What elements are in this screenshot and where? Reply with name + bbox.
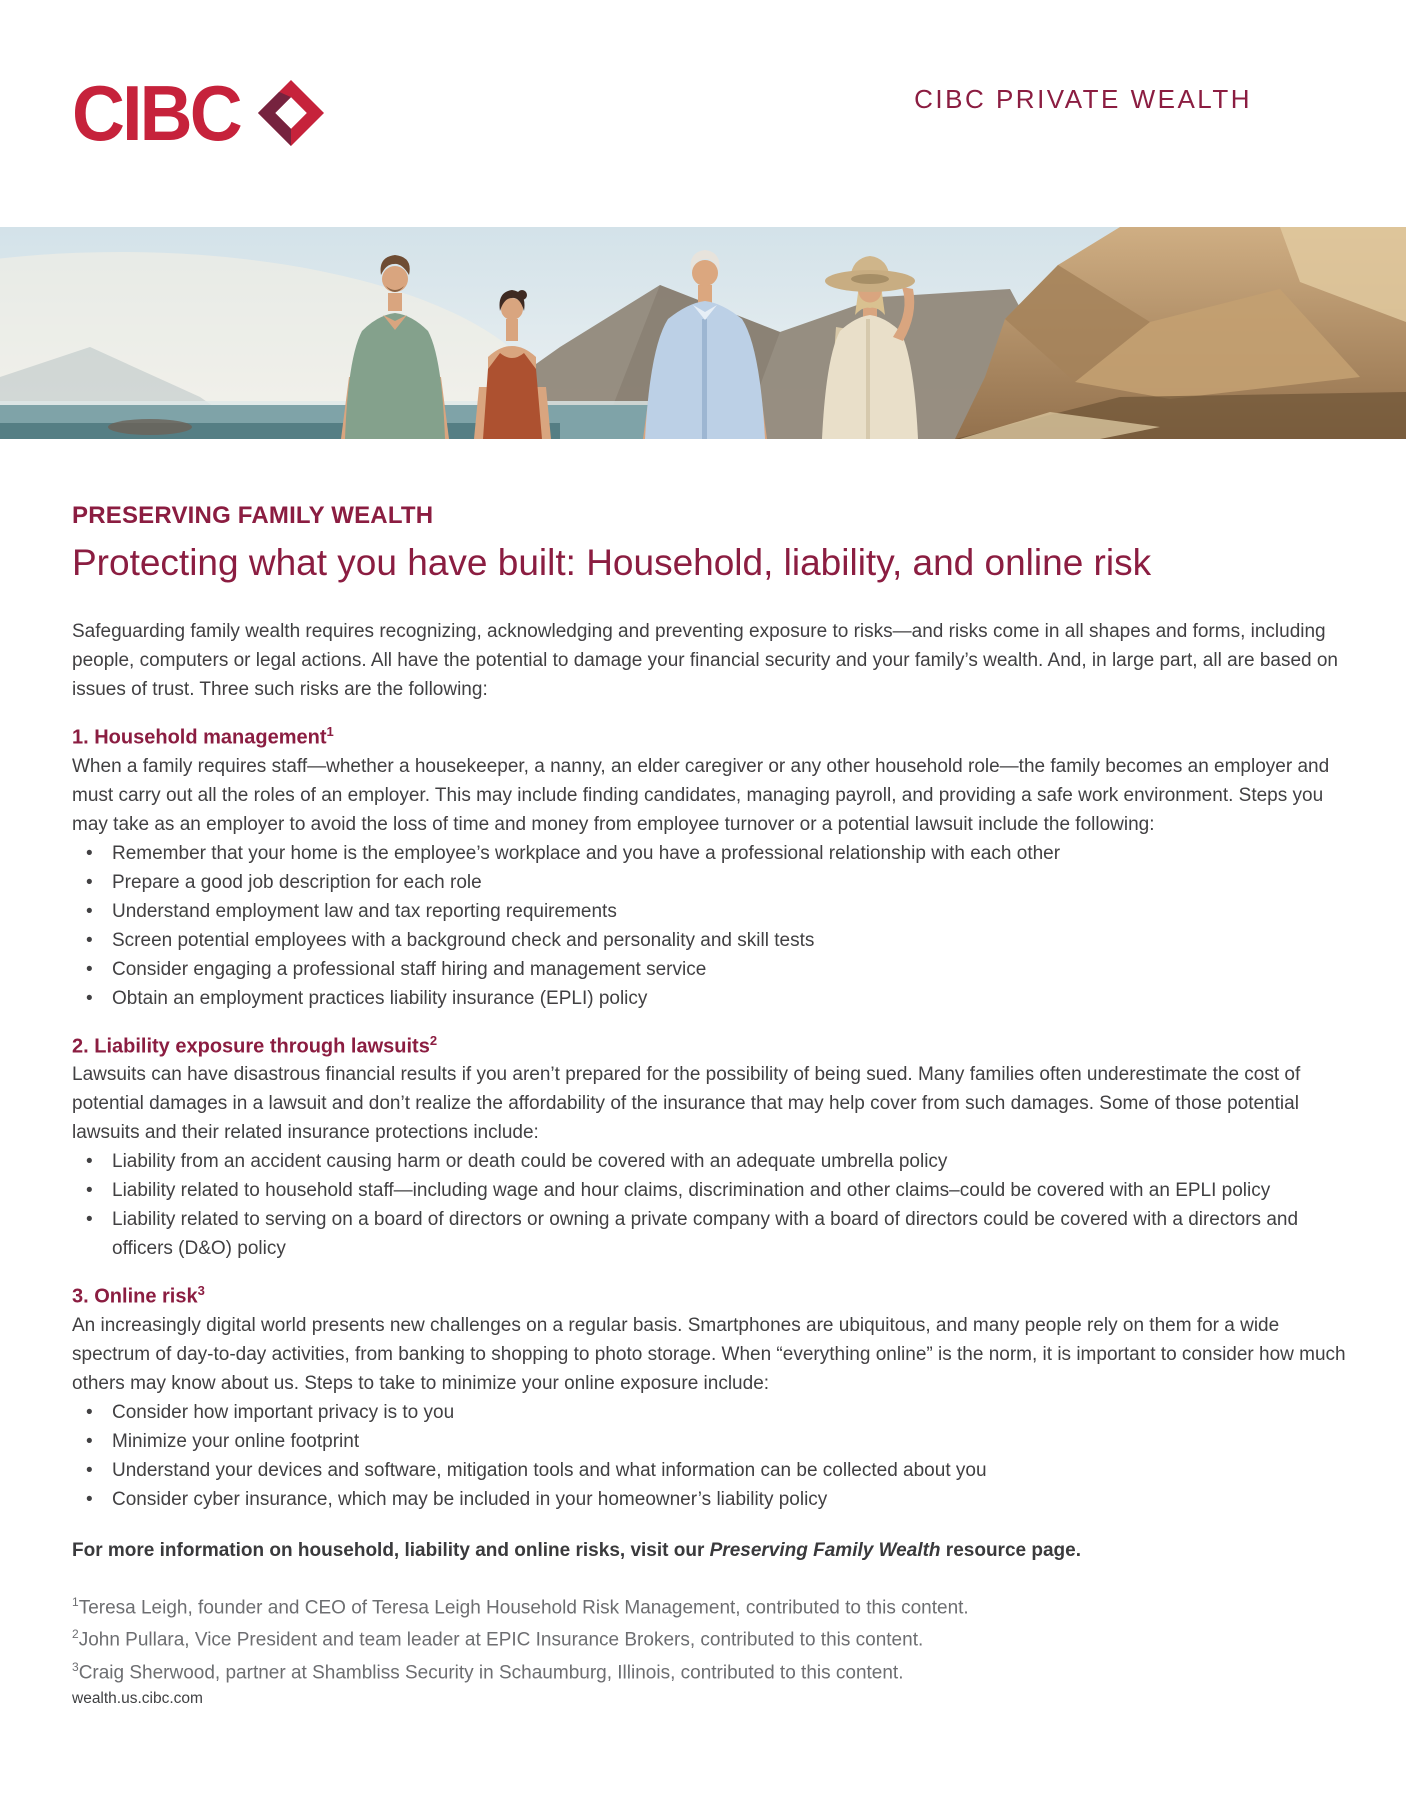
footnote-ref: 3 bbox=[72, 1659, 79, 1674]
footnote-ref: 2 bbox=[72, 1627, 79, 1642]
list-item: • Liability related to household staff—including wage and hour claims, discrimination and other claims–could be covered with an EPLI policy bbox=[72, 1176, 1348, 1205]
footnote-ref: 2 bbox=[429, 1032, 438, 1048]
footnote-ref: 3 bbox=[197, 1283, 205, 1299]
list-item: • Consider engaging a professional staff hiring and management service bbox=[72, 955, 1348, 984]
bullet-list bbox=[72, 839, 1348, 1013]
section-heading bbox=[72, 1027, 1348, 1061]
section-heading-text: 2. Liability exposure through lawsuits bbox=[72, 1035, 430, 1058]
list-item: • Liability from an accident causing harm or death could be covered with an adequate umbrella policy bbox=[72, 1147, 1348, 1176]
bullet-list bbox=[72, 1147, 1348, 1263]
cibc-wordmark: CIBC bbox=[72, 69, 240, 157]
section-heading-text: 1. Household management bbox=[72, 726, 327, 749]
bullet-list bbox=[72, 1398, 1348, 1514]
section-body: An increasingly digital world presents new challenges on a regular basis. Smartphones are ubiquitous, and many people rely on them for a wide spectrum of day-to-day activities, from banking to shopping to photo storage. When “everything online” is the norm, it is important to consider how much others may know about us. Steps to take to minimize your online exposure include: bbox=[72, 1314, 1346, 1394]
article bbox=[0, 501, 1406, 1709]
list-item: • Prepare a good job description for each role bbox=[72, 868, 1348, 897]
footnotes bbox=[72, 1589, 1348, 1686]
cta-emphasis: Preserving Family Wealth bbox=[709, 1539, 941, 1561]
section-online-risk bbox=[72, 1277, 1348, 1514]
list-item: • Screen potential employees with a background check and personality and skill tests bbox=[72, 926, 1348, 955]
footnote-ref: 1 bbox=[72, 1594, 79, 1609]
cta-suffix: resource page. bbox=[940, 1539, 1081, 1561]
footnote-ref: 1 bbox=[326, 724, 334, 739]
section-heading bbox=[72, 1277, 1348, 1311]
brand-title: CIBC PRIVATE WEALTH bbox=[914, 84, 1252, 114]
footnote bbox=[72, 1654, 1348, 1686]
footnote bbox=[72, 1589, 1348, 1621]
list-item: • Consider how important privacy is to you bbox=[72, 1398, 1348, 1427]
cibc-diamond-icon bbox=[257, 80, 325, 146]
footer-url: wealth.us.cibc.com bbox=[72, 1689, 203, 1707]
list-item: • Obtain an employment practices liability insurance (EPLI) policy bbox=[72, 984, 1348, 1013]
section-household-management bbox=[72, 718, 1348, 1013]
cta-line bbox=[72, 1536, 1348, 1565]
list-item: • Liability related to serving on a board of directors or owning a private company with a board of directors could be covered with a directors and officers (D&O) policy bbox=[72, 1205, 1348, 1263]
section-heading-text: 3. Online risk bbox=[72, 1285, 198, 1308]
list-item: • Consider cyber insurance, which may be included in your homeowner’s liability policy bbox=[72, 1485, 1348, 1514]
cta-prefix: For more information on household, liability and online risks, visit our bbox=[72, 1539, 710, 1561]
section-body: Lawsuits can have disastrous financial results if you aren’t prepared for the possibility of being sued. Many families often underestimate the cost of potential damages in a lawsuit and don’t realize the affordability of the insurance that may help cover from such damages. Some of those potential lawsuits and their related insurance protections include: bbox=[72, 1064, 1301, 1144]
hero-photo bbox=[0, 227, 1406, 439]
older-woman-figure bbox=[822, 256, 918, 439]
page-title: Protecting what you have built: Household, liability, and online risk bbox=[72, 542, 1152, 583]
list-item: • Understand your devices and software, mitigation tools and what information can be collected about you bbox=[72, 1456, 1348, 1485]
footnote-text: Teresa Leigh, founder and CEO of Teresa Leigh Household Risk Management, contributed to this content. bbox=[78, 1597, 969, 1619]
section-body: When a family requires staff—whether a housekeeper, a nanny, an elder caregiver or any other household role—the family becomes an employer and must carry out all the roles of an employer. This may include finding candidates, managing payroll, and providing a safe work environment. Steps you may take as an employer to avoid the loss of time and money from employee turnover or a potential lawsuit include the following: bbox=[72, 755, 1330, 835]
section-heading bbox=[72, 718, 1348, 752]
footnote-text: Craig Sherwood, partner at Shambliss Security in Schaumburg, Illinois, contributed to this content. bbox=[78, 1661, 904, 1683]
footnote bbox=[72, 1621, 1348, 1653]
eyebrow: PRESERVING FAMILY WEALTH bbox=[72, 502, 434, 529]
section-liability-exposure bbox=[72, 1027, 1348, 1264]
cibc-logo bbox=[72, 69, 325, 157]
intro-paragraph: Safeguarding family wealth requires recognizing, acknowledging and preventing exposure to risks—and risks come in all shapes and forms, including people, computers or legal actions. All have the potential to damage your financial security and your family’s wealth. And, in large part, all are based on issues of trust. Three such risks are the following: bbox=[72, 621, 1338, 700]
footnote-text: John Pullara, Vice President and team leader at EPIC Insurance Brokers, contributed to this content. bbox=[78, 1629, 924, 1651]
list-item: • Remember that your home is the employee’s workplace and you have a professional relationship with each other bbox=[72, 839, 1348, 868]
list-item: • Understand employment law and tax reporting requirements bbox=[72, 897, 1348, 926]
list-item: • Minimize your online footprint bbox=[72, 1427, 1348, 1456]
header bbox=[0, 0, 1406, 227]
